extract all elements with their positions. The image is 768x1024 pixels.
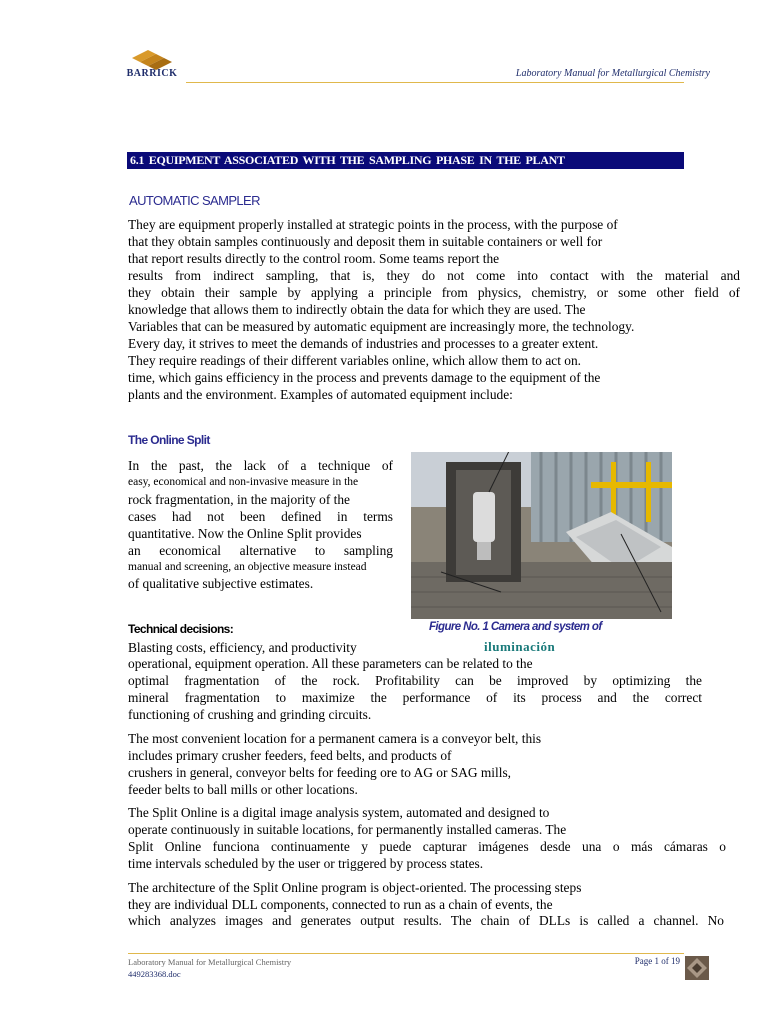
text-line: time intervals scheduled by the user or triggered by process states. <box>128 856 484 871</box>
text-line: crushers in general, conveyor belts for feeding ore to AG or SAG mills, <box>128 765 512 780</box>
text-line: Split Online funciona continuamente y puede capturar imágenes desde una o más cámaras o <box>128 839 726 854</box>
text-line: manual and screening, an objective measure instead <box>128 561 367 573</box>
heading-technical-decisions: Technical decisions: <box>128 622 234 636</box>
text-line: rock fragmentation, in the majority of the <box>128 492 350 507</box>
header-title: Laboratory Manual for Metallurgical Chemistry <box>515 68 710 79</box>
footer-manual-title: Laboratory Manual for Metallurgical Chemistry <box>128 957 292 967</box>
text-line: The Split Online is a digital image analysis system, automated and designed to <box>128 805 550 820</box>
footer-emblem-icon <box>684 955 710 981</box>
text-line: They are equipment properly installed at strategic points in the process, with the purpose of <box>128 217 618 232</box>
text-line: includes primary crusher feeders, feed belts, and products of <box>128 748 452 763</box>
figure-caption: Figure No. 1 Camera and system of <box>429 621 602 633</box>
logo-text: BARRICK <box>126 68 178 79</box>
figure-caption-line2: iluminación <box>484 639 556 654</box>
text-line: they obtain their sample by applying a principle from physics, chemistry, or some other field of <box>128 285 740 300</box>
text-line: cases had not been defined in terms <box>128 509 393 524</box>
heading-online-split: The Online Split <box>128 433 210 447</box>
text-line: which analyzes images and generates output results. The chain of DLLs is called a channel. No <box>128 913 724 928</box>
text-line: functioning of crushing and grinding circuits. <box>128 707 372 722</box>
text-line: The most convenient location for a permanent camera is a conveyor belt, this <box>128 731 542 746</box>
text-line: of qualitative subjective estimates. <box>128 576 314 591</box>
text-line: they are individual DLL components, connected to run as a chain of events, the <box>128 897 553 912</box>
text-line: optimal fragmentation of the rock. Profitability can be improved by optimizing the <box>128 673 702 688</box>
text-line: Every day, it strives to meet the demands of industries and processes to a greater extent. <box>128 336 599 351</box>
text-line: The architecture of the Split Online program is object-oriented. The processing steps <box>128 880 582 895</box>
heading-automatic-sampler: AUTOMATIC SAMPLER <box>129 193 260 208</box>
header-divider <box>186 82 684 83</box>
text-line: feeder belts to ball mills or other locations. <box>128 782 358 797</box>
section-title: 6.1 EQUIPMENT ASSOCIATED WITH THE SAMPLING PHASE IN THE PLANT <box>130 153 565 167</box>
text-line: that they obtain samples continuously and deposit them in suitable containers or well for <box>128 234 603 249</box>
text-line: easy, economical and non-invasive measure in the <box>128 476 359 488</box>
text-line: In the past, the lack of a technique of <box>128 458 393 473</box>
text-line: that report results directly to the control room. Some teams report the <box>128 251 500 266</box>
text-line: operational, equipment operation. All these parameters can be related to the <box>128 656 533 671</box>
text-line: plants and the environment. Examples of automated equipment include: <box>128 387 513 402</box>
text-line: Variables that can be measured by automatic equipment are increasingly more, the technology. <box>128 319 635 334</box>
text-line: Blasting costs, efficiency, and productivity <box>128 640 357 655</box>
camera-system-photo <box>411 452 672 619</box>
footer-doc-name: 449283368.doc <box>128 969 181 979</box>
text-line: operate continuously in suitable locations, for permanently installed cameras. The <box>128 822 567 837</box>
text-line: knowledge that allows them to indirectly obtain the data for which they are used. The <box>128 302 586 317</box>
text-line: time, which gains efficiency in the process and prevents damage to the equipment of the <box>128 370 601 385</box>
text-line: an economical alternative to sampling <box>128 543 393 558</box>
text-line: mineral fragmentation to maximize the performance of its process and the correct <box>128 690 702 705</box>
text-line: They require readings of their different variables online, which allow them to act on. <box>128 353 582 368</box>
page-number: Page 1 of 19 <box>634 956 680 966</box>
text-line: quantitative. Now the Online Split provides <box>128 526 362 541</box>
text-line: results from indirect sampling, that is, they do not come into contact with the material and <box>128 268 740 283</box>
footer-divider <box>128 953 684 954</box>
